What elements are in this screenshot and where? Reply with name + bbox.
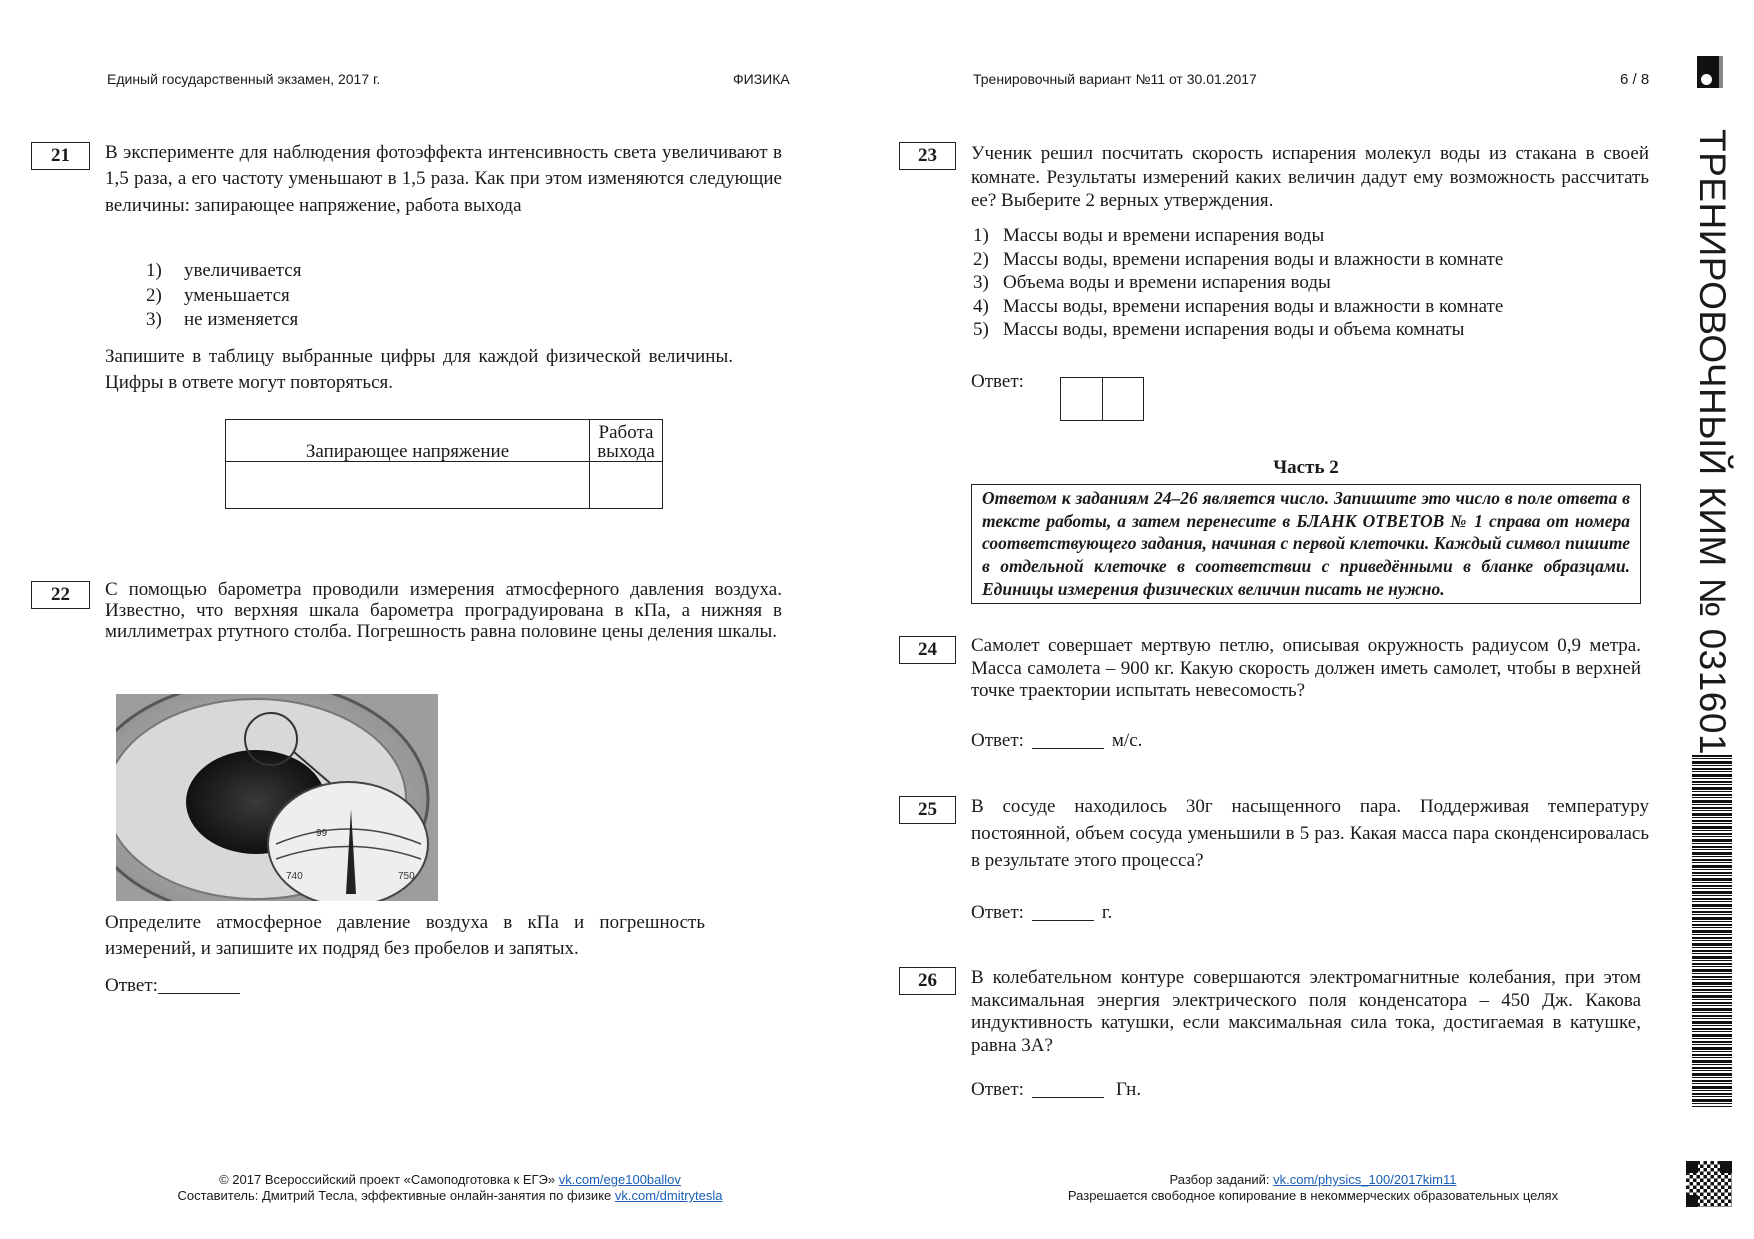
footer-right: Разбор заданий: vk.com/physics_100/2017kim11 Разрешается свободное копирование в некоммерческих образовательных целях [1067, 1172, 1559, 1203]
answer-boxes-23 [1060, 377, 1144, 421]
footer-link-physics100[interactable]: vk.com/physics_100/2017kim11 [1273, 1172, 1457, 1187]
answer-field-24: Ответ: м/с. [971, 730, 1143, 751]
answer-table-21 [225, 419, 663, 509]
question-23-text: Ученик решил посчитать скорость испарения молекул воды из стакана в своей комнате. Результаты измерений каких величин дадут ему возможность рассчитать ее? Выберите 2 верных утверждения. [971, 143, 1649, 212]
option-item: 1) Массы воды и времени испарения воды [973, 225, 1325, 246]
option-item: 3) не изменяется [146, 309, 299, 330]
question-24-text: Самолет совершает мертвую петлю, описывая окружность радиусом 0,9 метра. Масса самолета – 900 кг. Какую скорость должен иметь самолет, чтобы в верхней точке траектории испытать невесомость? [971, 635, 1641, 701]
footer-left: © 2017 Всероссийский проект «Самоподготовка к ЕГЭ» vk.com/ege100ballov Составитель: Дмитрий Тесла, эффективные онлайн-занятия по физике vk.com/dmitrytesla [177, 1172, 723, 1203]
svg-text:740: 740 [286, 871, 303, 882]
question-number-22: 22 [31, 581, 90, 609]
answer-field-26: Ответ: Гн. [971, 1079, 1142, 1100]
qr-code-icon [1686, 1161, 1732, 1207]
question-23-options [973, 224, 1503, 342]
question-number-23: 23 [899, 142, 956, 170]
answer-blank-22[interactable] [158, 975, 240, 994]
corner-marker-icon [1697, 56, 1723, 88]
answer-blank-25[interactable] [1032, 902, 1094, 921]
answer-box-2[interactable] [1103, 378, 1144, 420]
footer-link-dmitrytesla[interactable]: vk.com/dmitrytesla [614, 1188, 723, 1203]
column-header-stopping-voltage: Запирающее напряжение [226, 420, 590, 462]
svg-text:99: 99 [316, 828, 328, 839]
question-number-24: 24 [899, 636, 956, 664]
question-22-task: Определите атмосферное давление воздуха в кПа и погрешность измерений, и запишите их подряд без пробелов и запятых. [105, 912, 705, 959]
question-25-text: В сосуде находилось 30г насыщенного пара. Поддерживая температуру постоянной, объем сосуда уменьшили в 5 раз. Какая масса пара сконденсировалась в результате этого процесса? [971, 796, 1649, 871]
question-21-text: В эксперименте для наблюдения фотоэффекта интенсивность света увеличивают в 1,5 раза, а его частоту уменьшают в 1,5 раза. Как при этом изменяются следующие величины: запирающее напряжение, работа выхода [105, 142, 782, 216]
answer-cell-stopping-voltage[interactable] [226, 462, 590, 509]
footer-link-ege100ballov[interactable]: vk.com/ege100ballov [558, 1172, 681, 1187]
part-2-title: Часть 2 [1273, 457, 1339, 478]
barcode-icon [1692, 755, 1732, 1107]
barometer-image [116, 694, 438, 901]
vertical-title [1690, 129, 1734, 756]
answer-field-25: Ответ: г. [971, 902, 1113, 923]
question-number-26: 26 [899, 967, 956, 995]
answer-blank-24[interactable] [1032, 730, 1104, 749]
option-item: 4) Массы воды, времени испарения воды и влажности в комнате [973, 295, 1504, 317]
option-item: 2) Массы воды, времени испарения воды и влажности в комнате [973, 248, 1504, 270]
option-item: 3) Объема воды и времени испарения воды [973, 272, 1331, 294]
question-26-text: В колебательном контуре совершаются электромагнитные колебания, при этом максимальная энергия электрического поля конденсатора – 450 Дж. Какова индуктивность катушки, если максимальная сила тока, достигаемая в катушке, равна 3А? [971, 967, 1641, 1056]
option-item: 2) уменьшается [146, 284, 290, 306]
part-2-instruction: Ответом к заданиям 24–26 является число. Запишите это число в поле ответа в тексте работы, а затем перенесите в БЛАНК ОТВЕТОВ № 1 справа от номера соответствующего задания, начиная с первой клеточки. Каждый символ пишите в отдельной клеточке в соответствии с приведёнными в бланке образцами. Единицы измерения физических величин писать не нужно. [971, 484, 1641, 604]
question-22-text: С помощью барометра проводили измерения атмосферного давления воздуха. Известно, что верхняя шкала барометра проградуирована в кПа, а нижняя в миллиметрах ртутного столба. Погрешность равна половине цены деления шкалы. [105, 579, 782, 642]
answer-cell-work-function[interactable] [590, 462, 663, 509]
answer-blank-26[interactable] [1032, 1079, 1104, 1098]
question-number-25: 25 [899, 796, 956, 824]
page-number: 6 / 8 [1620, 71, 1650, 88]
answer-box-1[interactable] [1061, 378, 1103, 420]
question-21-options [146, 259, 301, 333]
answer-label-23: Ответ: [971, 371, 1024, 392]
answer-field-22: Ответ: [105, 975, 240, 997]
column-header-work-function: Работа выхода [590, 420, 663, 462]
option-item: 5) Массы воды, времени испарения воды и объема комнаты [973, 319, 1465, 341]
option-item: 1) увеличивается [146, 260, 302, 281]
svg-text:750: 750 [398, 871, 415, 882]
question-21-instruction: Запишите в таблицу выбранные цифры для каждой физической величины. Цифры в ответе могут повторяться. [105, 346, 733, 393]
question-number-21: 21 [31, 142, 90, 170]
header-variant: Тренировочный вариант №11 от 30.01.2017 [973, 71, 1257, 87]
vertical-title-text: ТРЕНИРОВОЧНЫЙ КИМ № 031601 [1692, 129, 1733, 756]
header-exam: Единый государственный экзамен, 2017 г. [107, 71, 381, 87]
header-subject: ФИЗИКА [733, 71, 790, 87]
